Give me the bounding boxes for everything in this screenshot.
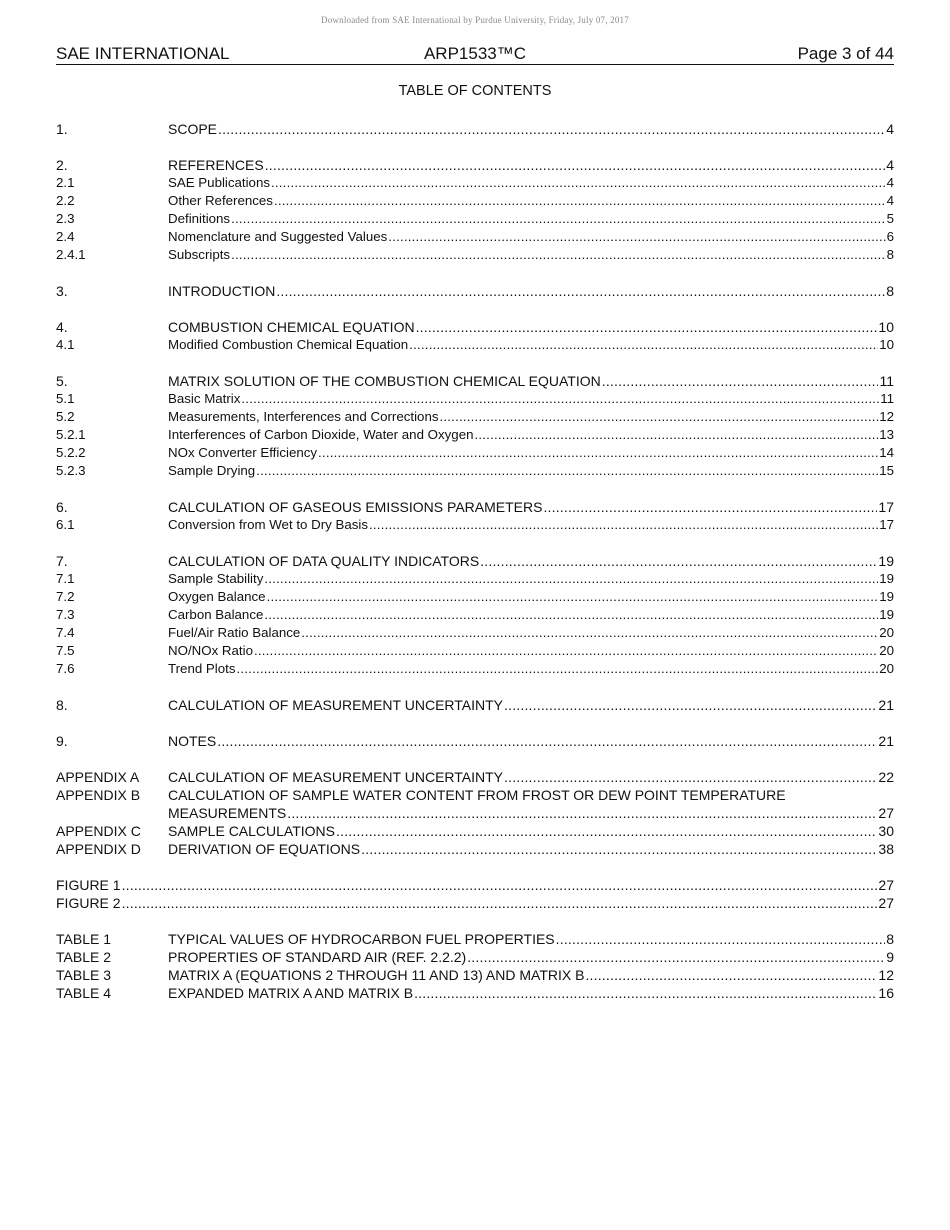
toc-entry-number: 2. bbox=[56, 157, 68, 173]
toc-entry[interactable] bbox=[56, 696, 894, 714]
leader-dots bbox=[271, 174, 886, 192]
toc-entry[interactable] bbox=[56, 840, 894, 858]
toc-entry-number: 5.2 bbox=[56, 409, 75, 424]
toc-entry[interactable] bbox=[56, 390, 894, 408]
toc-entry[interactable] bbox=[56, 372, 894, 390]
toc-entry[interactable] bbox=[56, 984, 894, 1002]
toc-entry[interactable] bbox=[56, 174, 894, 192]
toc-entry-page: 9 bbox=[886, 949, 894, 965]
toc-entry-number: 5.2.2 bbox=[56, 445, 86, 460]
toc-entry-page: 8 bbox=[886, 247, 894, 262]
leader-dots bbox=[409, 336, 878, 354]
toc-entry-page: 11 bbox=[879, 373, 894, 389]
leader-dots bbox=[287, 804, 877, 822]
toc-entry-page: 17 bbox=[879, 517, 894, 532]
leader-dots bbox=[361, 840, 877, 858]
toc-entry-number: 2.4.1 bbox=[56, 247, 86, 262]
leader-dots bbox=[122, 876, 878, 894]
toc-entry-title: Other References bbox=[168, 193, 273, 208]
toc-entry-page: 6 bbox=[886, 229, 894, 244]
toc-entry-number: APPENDIX A bbox=[56, 769, 140, 785]
toc-entry-number: 7.3 bbox=[56, 607, 75, 622]
toc-entry-number: TABLE 1 bbox=[56, 931, 111, 947]
toc-entry-page: 4 bbox=[886, 193, 894, 208]
toc-entry[interactable] bbox=[56, 408, 894, 426]
toc-entry-title: DERIVATION OF EQUATIONS bbox=[168, 841, 361, 857]
toc-entry-title: FIGURE 1 bbox=[56, 877, 121, 893]
toc-entry-number: APPENDIX D bbox=[56, 841, 141, 857]
toc-entry-page: 4 bbox=[886, 175, 894, 190]
table-of-contents bbox=[56, 120, 894, 1002]
toc-entry[interactable] bbox=[56, 282, 894, 300]
toc-entry[interactable] bbox=[56, 966, 894, 984]
toc-entry[interactable] bbox=[56, 444, 894, 462]
toc-entry-page: 14 bbox=[879, 445, 894, 460]
toc-entry-page: 20 bbox=[879, 661, 894, 676]
toc-entry-number: APPENDIX C bbox=[56, 823, 141, 839]
leader-dots bbox=[231, 210, 886, 228]
toc-entry-page: 13 bbox=[879, 427, 894, 442]
toc-entry-title: Modified Combustion Chemical Equation bbox=[168, 337, 409, 352]
toc-entry-title: Measurements, Interferences and Corrections bbox=[168, 409, 439, 424]
toc-entry-number: 5.1 bbox=[56, 391, 75, 406]
toc-entry-page: 10 bbox=[879, 337, 894, 352]
toc-entry-page: 20 bbox=[879, 625, 894, 640]
toc-entry-title: Definitions bbox=[168, 211, 231, 226]
toc-entry-title: Nomenclature and Suggested Values bbox=[168, 229, 388, 244]
leader-dots bbox=[231, 246, 886, 264]
toc-entry[interactable] bbox=[56, 786, 894, 804]
toc-entry[interactable] bbox=[56, 822, 894, 840]
toc-entry[interactable] bbox=[56, 732, 894, 750]
document-number: ARP1533™C bbox=[423, 44, 527, 63]
toc-entry-page: 19 bbox=[879, 589, 894, 604]
toc-entry-number: 6. bbox=[56, 499, 68, 515]
toc-entry-title: Fuel/Air Ratio Balance bbox=[168, 625, 301, 640]
toc-entry-number: APPENDIX B bbox=[56, 787, 141, 803]
toc-entry-title: PROPERTIES OF STANDARD AIR (REF. 2.2.2) bbox=[168, 949, 467, 965]
toc-entry-page: 8 bbox=[886, 931, 894, 947]
toc-entry[interactable] bbox=[56, 318, 894, 336]
toc-entry-page: 21 bbox=[878, 733, 894, 749]
toc-entry-title: Subscripts bbox=[168, 247, 231, 262]
toc-entry-number: TABLE 4 bbox=[56, 985, 111, 1001]
leader-dots bbox=[264, 570, 878, 588]
leader-dots bbox=[416, 318, 878, 336]
toc-entry[interactable] bbox=[56, 156, 894, 174]
leader-dots bbox=[241, 390, 879, 408]
page-number: Page 3 of 44 bbox=[797, 44, 894, 63]
toc-entry-page: 15 bbox=[879, 463, 894, 478]
toc-entry-title: Sample Stability bbox=[168, 571, 264, 586]
toc-entry-title: CALCULATION OF SAMPLE WATER CONTENT FROM FROST OR DEW POINT TEMPERATURE bbox=[168, 787, 786, 803]
toc-entry-title: CALCULATION OF MEASUREMENT UNCERTAINTY bbox=[168, 769, 504, 785]
leader-dots bbox=[318, 444, 878, 462]
toc-entry-number: 7.2 bbox=[56, 589, 75, 604]
toc-entry[interactable] bbox=[56, 192, 894, 210]
leader-dots bbox=[336, 822, 877, 840]
toc-entry-page: 27 bbox=[878, 805, 894, 821]
toc-entry-title: SCOPE bbox=[168, 121, 218, 137]
toc-entry-page: 11 bbox=[880, 391, 894, 406]
toc-entry-title: Conversion from Wet to Dry Basis bbox=[168, 517, 369, 532]
toc-entry-title: Trend Plots bbox=[168, 661, 236, 676]
toc-entry-number: 1. bbox=[56, 121, 68, 137]
toc-entry-title: MATRIX A (EQUATIONS 2 THROUGH 11 AND 13) AND MATRIX B bbox=[168, 967, 585, 983]
toc-entry-number: TABLE 2 bbox=[56, 949, 111, 965]
toc-entry-page: 8 bbox=[886, 283, 894, 299]
toc-entry-page: 4 bbox=[886, 121, 894, 137]
toc-entry-number: 4. bbox=[56, 319, 68, 335]
toc-entry-title: CALCULATION OF DATA QUALITY INDICATORS bbox=[168, 553, 480, 569]
leader-dots bbox=[504, 768, 877, 786]
leader-dots bbox=[543, 498, 877, 516]
leader-dots bbox=[276, 282, 885, 300]
toc-entry[interactable] bbox=[56, 228, 894, 246]
toc-entry-page: 12 bbox=[879, 409, 894, 424]
toc-entry-number: 7.5 bbox=[56, 643, 75, 658]
toc-entry-number: 5. bbox=[56, 373, 68, 389]
page-header bbox=[56, 44, 894, 65]
toc-entry-title: Basic Matrix bbox=[168, 391, 241, 406]
publisher-name: SAE INTERNATIONAL bbox=[56, 44, 230, 63]
leader-dots bbox=[504, 696, 877, 714]
leader-dots bbox=[480, 552, 877, 570]
toc-entry[interactable] bbox=[56, 462, 894, 480]
toc-entry[interactable] bbox=[56, 498, 894, 516]
toc-entry-page: 21 bbox=[878, 697, 894, 713]
toc-entry-title: REFERENCES bbox=[168, 157, 264, 173]
toc-entry[interactable] bbox=[56, 120, 894, 138]
toc-entry-number: TABLE 3 bbox=[56, 967, 111, 983]
toc-entry-title: NOTES bbox=[168, 733, 217, 749]
download-watermark: Downloaded from SAE International by Purdue University, Friday, July 07, 2017 bbox=[321, 15, 629, 25]
toc-entry[interactable] bbox=[56, 210, 894, 228]
toc-entry-number: 5.2.3 bbox=[56, 463, 86, 478]
leader-dots bbox=[602, 372, 879, 390]
leader-dots bbox=[217, 732, 877, 750]
toc-entry-title: SAE Publications bbox=[168, 175, 270, 190]
toc-entry[interactable] bbox=[56, 246, 894, 264]
toc-entry-page: 22 bbox=[878, 769, 894, 785]
leader-dots bbox=[256, 462, 878, 480]
leader-dots bbox=[556, 930, 886, 948]
toc-entry-title: EXPANDED MATRIX A AND MATRIX B bbox=[168, 985, 414, 1001]
toc-entry[interactable] bbox=[56, 606, 894, 624]
toc-entry-number: 7.6 bbox=[56, 661, 75, 676]
toc-entry-number: 2.2 bbox=[56, 193, 75, 208]
toc-entry-page: 19 bbox=[879, 607, 894, 622]
leader-dots bbox=[369, 516, 878, 534]
toc-entry-page: 30 bbox=[878, 823, 894, 839]
toc-entry-page: 38 bbox=[878, 841, 894, 857]
leader-dots bbox=[218, 120, 885, 138]
leader-dots bbox=[254, 642, 878, 660]
toc-entry-title: Sample Drying bbox=[168, 463, 256, 478]
toc-entry[interactable] bbox=[56, 552, 894, 570]
toc-entry[interactable] bbox=[56, 570, 894, 588]
toc-entry-page: 27 bbox=[878, 877, 894, 893]
toc-entry[interactable] bbox=[56, 948, 894, 966]
toc-entry-page: 5 bbox=[886, 211, 894, 226]
toc-entry-title: SAMPLE CALCULATIONS bbox=[168, 823, 336, 839]
toc-entry[interactable] bbox=[56, 516, 894, 534]
toc-entry-title: MATRIX SOLUTION OF THE COMBUSTION CHEMICAL EQUATION bbox=[168, 373, 601, 389]
toc-entry-number: 7. bbox=[56, 553, 68, 569]
toc-entry[interactable] bbox=[56, 768, 894, 786]
toc-entry[interactable] bbox=[56, 930, 894, 948]
toc-entry-page: 19 bbox=[879, 571, 894, 586]
toc-entry-number: 6.1 bbox=[56, 517, 75, 532]
toc-entry-title: Oxygen Balance bbox=[168, 589, 266, 604]
toc-entry-number: 7.1 bbox=[56, 571, 75, 586]
toc-entry-title: Interferences of Carbon Dioxide, Water and Oxygen bbox=[168, 427, 474, 442]
toc-entry-title: CALCULATION OF MEASUREMENT UNCERTAINTY bbox=[168, 697, 504, 713]
toc-entry-number: 8. bbox=[56, 697, 68, 713]
leader-dots bbox=[475, 426, 879, 444]
toc-entry[interactable] bbox=[56, 876, 894, 894]
toc-entry-title: FIGURE 2 bbox=[56, 895, 121, 911]
leader-dots bbox=[274, 192, 886, 210]
toc-entry-title: Carbon Balance bbox=[168, 607, 264, 622]
toc-entry-title: NO/NOx Ratio bbox=[168, 643, 253, 658]
toc-title: TABLE OF CONTENTS bbox=[398, 83, 552, 99]
toc-entry-page: 10 bbox=[878, 319, 894, 335]
toc-entry-page: 16 bbox=[878, 985, 894, 1001]
toc-entry-number: 2.4 bbox=[56, 229, 75, 244]
toc-entry-title: MEASUREMENTS bbox=[168, 805, 287, 821]
toc-entry-page: 27 bbox=[878, 895, 894, 911]
toc-entry-number: 2.1 bbox=[56, 175, 75, 190]
leader-dots bbox=[264, 606, 878, 624]
leader-dots bbox=[122, 894, 878, 912]
toc-entry-number: 5.2.1 bbox=[56, 427, 86, 442]
toc-entry-title: COMBUSTION CHEMICAL EQUATION bbox=[168, 319, 415, 335]
toc-entry-page: 4 bbox=[886, 157, 894, 173]
leader-dots bbox=[267, 588, 879, 606]
toc-entry-number: 3. bbox=[56, 283, 68, 299]
toc-entry-number: 2.3 bbox=[56, 211, 75, 226]
leader-dots bbox=[585, 966, 877, 984]
toc-entry-page: 17 bbox=[878, 499, 894, 515]
leader-dots bbox=[388, 228, 885, 246]
toc-entry-title: TYPICAL VALUES OF HYDROCARBON FUEL PROPERTIES bbox=[168, 931, 555, 947]
leader-dots bbox=[265, 156, 886, 174]
leader-dots bbox=[301, 624, 878, 642]
leader-dots bbox=[440, 408, 879, 426]
leader-dots bbox=[237, 660, 879, 678]
toc-entry-page: 20 bbox=[879, 643, 894, 658]
leader-dots bbox=[414, 984, 877, 1002]
leader-dots bbox=[467, 948, 885, 966]
toc-entry[interactable] bbox=[56, 894, 894, 912]
toc-entry[interactable] bbox=[56, 426, 894, 444]
toc-entry[interactable] bbox=[56, 660, 894, 678]
toc-entry-continuation[interactable] bbox=[56, 804, 894, 822]
toc-entry-number: 7.4 bbox=[56, 625, 75, 640]
toc-entry[interactable] bbox=[56, 588, 894, 606]
toc-entry-title: INTRODUCTION bbox=[168, 283, 276, 299]
toc-entry-title: NOx Converter Efficiency bbox=[168, 445, 318, 460]
toc-entry-page: 12 bbox=[878, 967, 894, 983]
toc-entry[interactable] bbox=[56, 336, 894, 354]
toc-entry-number: 9. bbox=[56, 733, 68, 749]
toc-entry-page: 19 bbox=[878, 553, 894, 569]
toc-entry-title: CALCULATION OF GASEOUS EMISSIONS PARAMETERS bbox=[168, 499, 543, 515]
toc-entry[interactable] bbox=[56, 642, 894, 660]
toc-entry-number: 4.1 bbox=[56, 337, 75, 352]
toc-entry[interactable] bbox=[56, 624, 894, 642]
